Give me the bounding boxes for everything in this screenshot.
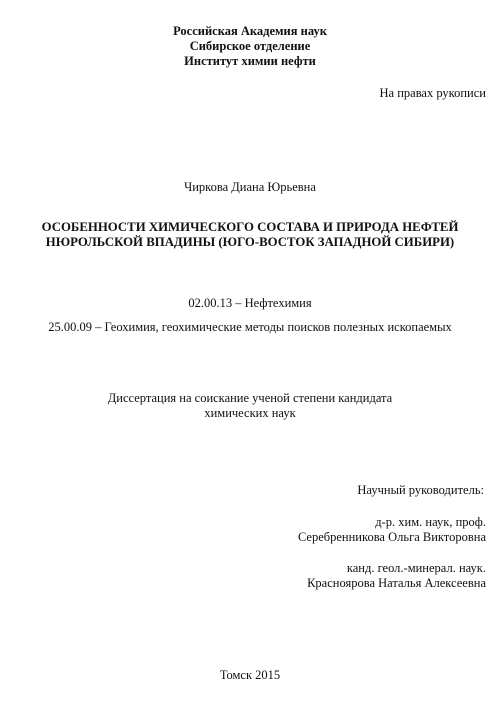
rights-note: На правах рукописи: [379, 86, 486, 100]
org-name-line3: Институт химии нефти: [184, 54, 316, 68]
supervisor2-title: канд. геол.-минерал. наук.: [346, 561, 486, 575]
supervisor1-name: Серебренникова Ольга Викторовна: [297, 530, 486, 544]
supervisor2-name: Красноярова Наталья Алексеевна: [307, 576, 486, 590]
org-name-line1: Российская Академия наук: [173, 24, 327, 38]
place-year: Томск 2015: [219, 668, 281, 682]
supervisor-heading: Научный руководитель:: [357, 483, 484, 497]
org-name-line2: Сибирское отделение: [189, 39, 311, 53]
author-name: Чиркова Диана Юрьевна: [184, 180, 316, 194]
dissertation-title-line1: ОСОБЕННОСТИ ХИМИЧЕСКОГО СОСТАВА И ПРИРОДА НЕФТЕЙ: [41, 220, 459, 234]
degree-line2: химических наук: [204, 406, 296, 420]
dissertation-title-line2: НЮРОЛЬСКОЙ ВПАДИНЫ (ЮГО-ВОСТОК ЗАПАДНОЙ СИБИРИ): [45, 235, 455, 249]
specialty-code-1: 02.00.13 – Нефтехимия: [188, 296, 312, 310]
specialty-code-2: 25.00.09 – Геохимия, геохимические методы поисков полезных ископаемых: [48, 320, 452, 334]
degree-line1: Диссертация на соискание ученой степени кандидата: [107, 391, 393, 405]
supervisor1-title: д-р. хим. наук, проф.: [375, 515, 486, 529]
